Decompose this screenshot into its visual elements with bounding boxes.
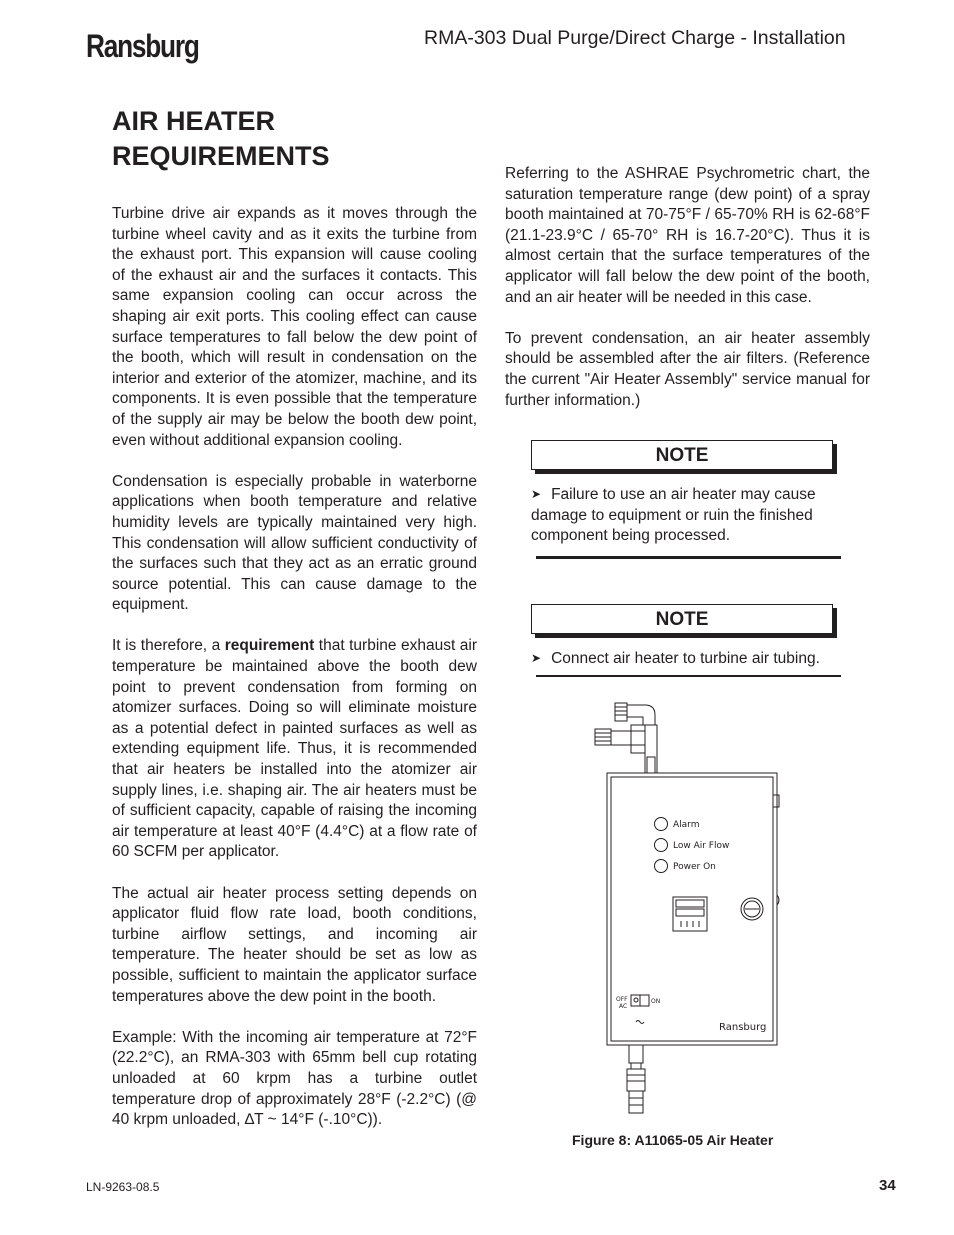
note-box-1 bbox=[531, 440, 842, 555]
requirement-post: that turbine exhaust air temperature be maintained above the booth dew point to prevent condensation from forming on atomizer surfaces. Doing so will eliminate moisture as a potential defect in painted surfaces as well as extending equipment life. Thus, it is recommended that air heaters be installed into the atomizer air supply lines, i.e. shaping air. The air heaters must be of sufficient capacity, capable of raising the incoming air temperature at least 40°F (4.4°C) at a flow rate of 60 SCFM per applicator. bbox=[112, 637, 477, 861]
indicator-label-power-on: Power On bbox=[673, 862, 716, 872]
bottom-fitting-icon bbox=[627, 1045, 645, 1113]
temperature-controller-icon bbox=[673, 897, 707, 931]
note-heading: NOTE bbox=[531, 440, 833, 470]
document-number: LN-9263-08.5 bbox=[86, 1180, 160, 1194]
top-fitting-icon bbox=[595, 703, 657, 773]
indicator-label-low-air-flow: Low Air Flow bbox=[673, 841, 730, 851]
switch-label-ac: AC bbox=[619, 1003, 628, 1010]
requirement-bold: requirement bbox=[224, 637, 315, 655]
ransburg-logo: Ransburg bbox=[86, 28, 199, 64]
note-heading: NOTE bbox=[531, 604, 833, 634]
air-heater-drawing bbox=[585, 695, 785, 1120]
heater-brand-label: Ransburg bbox=[719, 1022, 767, 1033]
paragraph-example: Example: With the incoming air temperature at 72°F (22.2°C), an RMA-303 with 65mm bell cup rotating unloaded at 60 krpm has a turbine outlet temperature drop of approximately 28°F (-2.2°C) (@ 40 krpm unloaded, ∆T ~ 14°F (-.10°C)). bbox=[112, 1028, 477, 1129]
section-title bbox=[112, 104, 472, 174]
requirement-pre: It is therefore, a bbox=[112, 637, 225, 655]
note-box-2 bbox=[531, 604, 842, 678]
note-rule-2 bbox=[536, 675, 841, 677]
right-column bbox=[505, 164, 870, 432]
switch-label-on: ON bbox=[651, 998, 661, 1005]
left-column bbox=[112, 204, 477, 1151]
section-title-line1: AIR HEATER bbox=[112, 106, 276, 136]
document-title: RMA-303 Dual Purge/Direct Charge - Installation bbox=[424, 27, 846, 49]
alarm-light-icon bbox=[655, 818, 668, 831]
note-text-content: Connect air heater to turbine air tubing. bbox=[551, 650, 820, 667]
paragraph-requirement bbox=[112, 636, 477, 863]
indicator-label-alarm: Alarm bbox=[673, 820, 700, 830]
control-knob-icon bbox=[741, 898, 763, 920]
low-air-flow-light-icon bbox=[655, 839, 668, 852]
note-rule-1 bbox=[536, 556, 841, 559]
arrow-bullet-icon: ➤ bbox=[531, 651, 542, 665]
paragraph-expansion-cooling: Turbine drive air expands as it moves through the turbine wheel cavity and as it exits the turbine from the exhaust port. This expansion will cause cooling of the exhaust air and the surfaces it contacts. This same expansion cooling can occur across the shaping air exit ports. This cooling effect can cause surface temperatures to fall below the dew point of the booth, which will result in condensation on the interior and exterior of the atomizer, machine, and its components. It is even possible that the temperature of the supply air may be below the booth dew point, even without additional expansion cooling. bbox=[112, 205, 477, 449]
paragraph-condensation: Condensation is especially probable in waterborne applications when booth temperature and relative humidity levels are typically maintained very high. This condensation will allow sufficient conductivity of the surfaces such that they act as an erratic ground source potential. This can cause damage to the equipment. bbox=[112, 472, 477, 614]
page-number: 34 bbox=[879, 1177, 896, 1194]
paragraph-ashrae: Referring to the ASHRAE Psychrometric chart, the saturation temperature range (dew point) of a spray booth maintained at 70-75°F / 65-70% RH is 62-68°F (21.1-23.9°C / 65-70° RH is 16.7-20°C). Thus it is almost certain that the surface temperatures of the applicator will fall below the dew point of the booth, and an air heater will be needed in this case. bbox=[505, 165, 870, 306]
section-title-line2: REQUIREMENTS bbox=[112, 141, 330, 171]
note-text bbox=[531, 484, 842, 555]
arrow-bullet-icon: ➤ bbox=[531, 487, 542, 501]
paragraph-prevent-condensation: To prevent condensation, an air heater assembly should be assembled after the air filters. (Reference the current "Air Heater Assembly" service manual for further information.) bbox=[505, 329, 870, 409]
note-text bbox=[531, 648, 842, 678]
figure-caption: Figure 8: A11065-05 Air Heater bbox=[572, 1132, 774, 1148]
power-on-light-icon bbox=[655, 860, 668, 873]
switch-label-off: OFF bbox=[616, 996, 628, 1003]
power-switch-icon bbox=[631, 995, 649, 1024]
note-text-content: Failure to use an air heater may cause damage to equipment or ruin the finished component being processed. bbox=[531, 486, 816, 545]
paragraph-process-setting: The actual air heater process setting depends on applicator fluid flow rate load, booth conditions, turbine airflow settings, and incoming air temperature. The heater should be set as low as possible, sufficient to maintain the applicator surface temperatures above the dew point in the booth. bbox=[112, 884, 477, 1005]
